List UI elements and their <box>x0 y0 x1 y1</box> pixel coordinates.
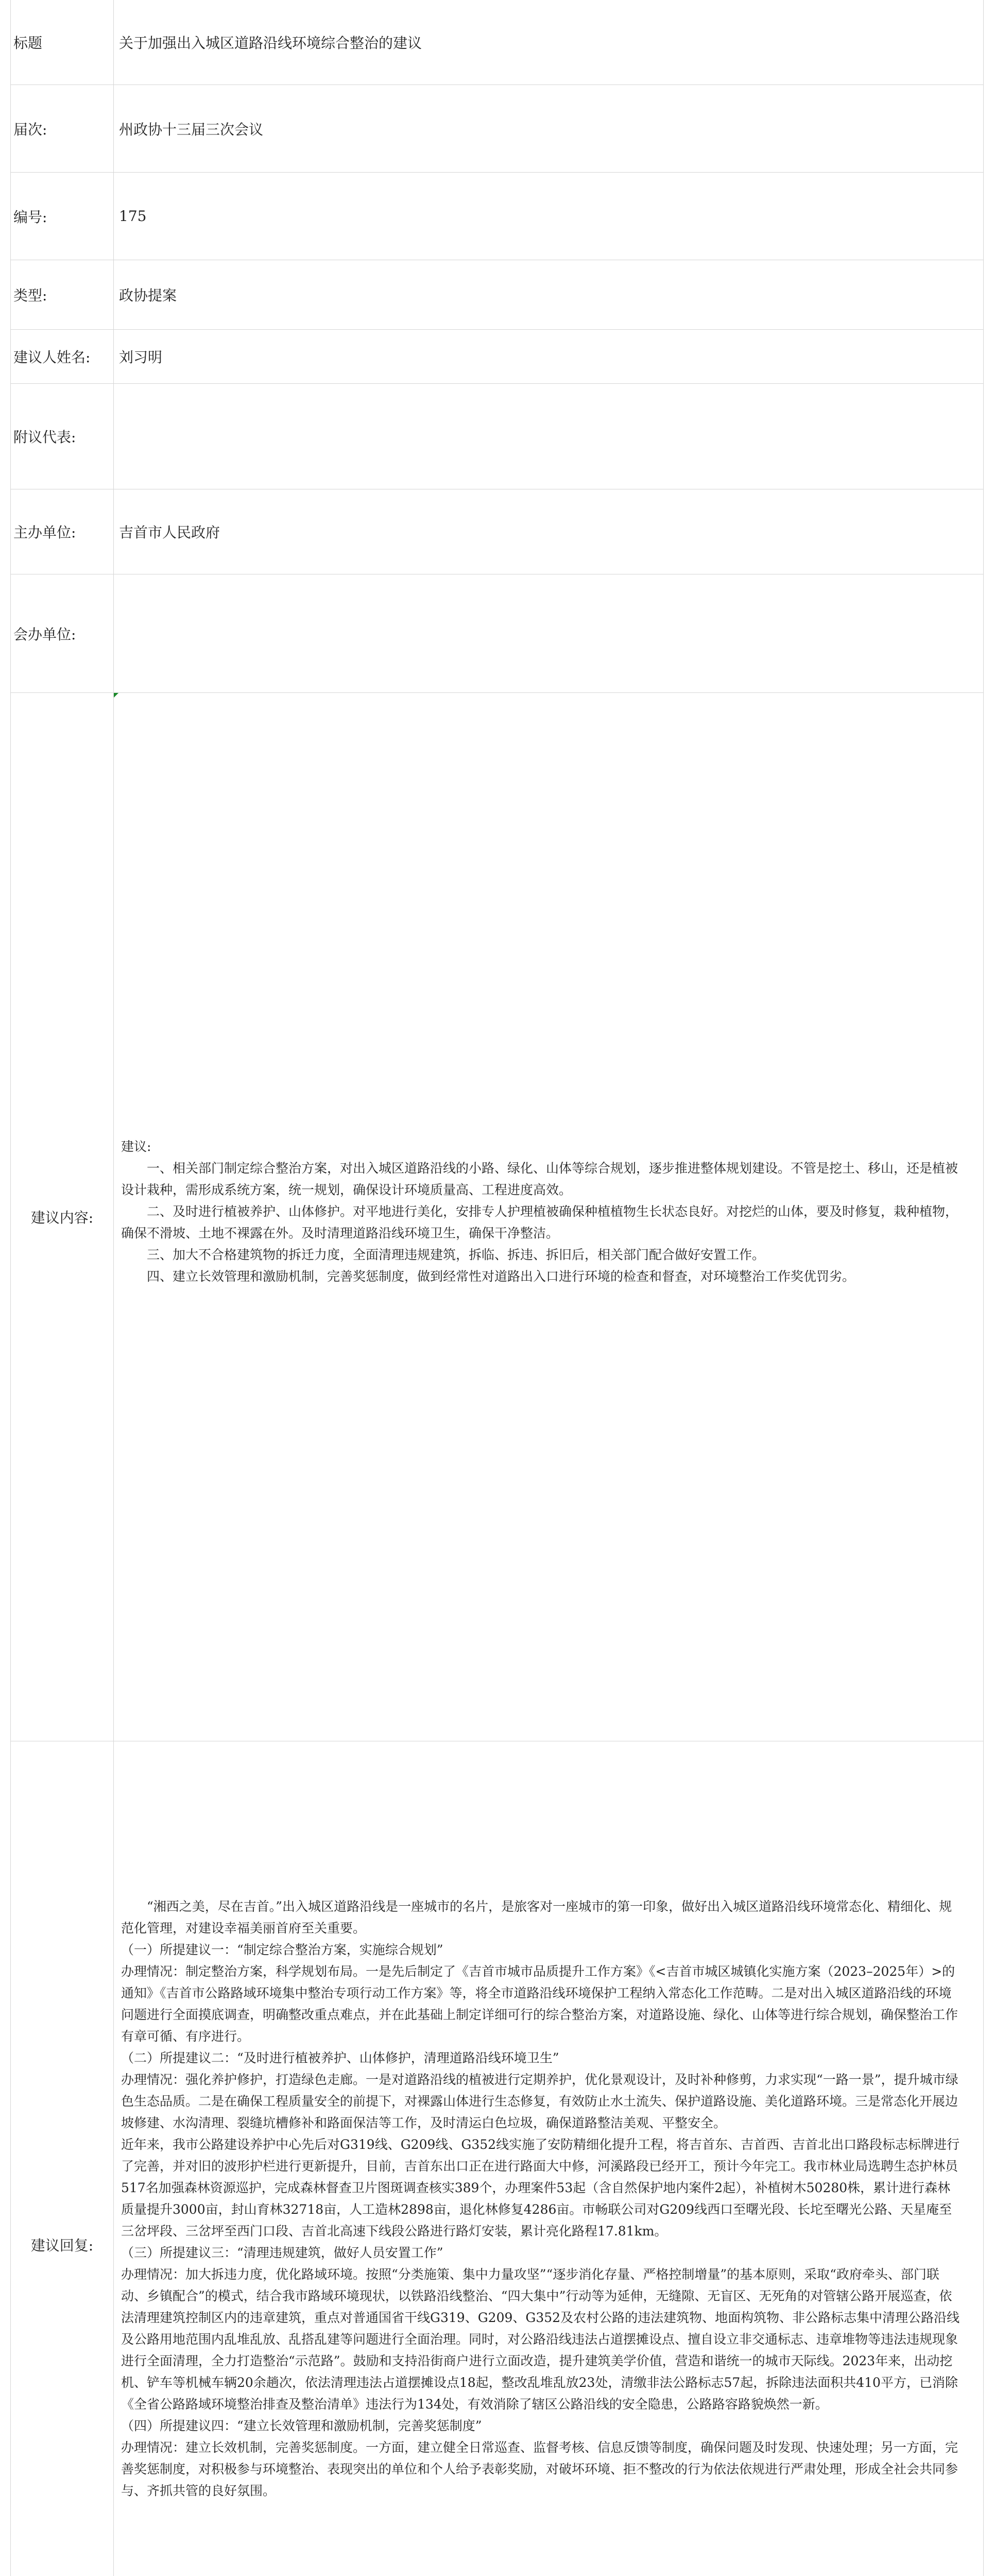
reply-content <box>114 1741 983 2576</box>
attached-value <box>114 384 983 489</box>
number-label: 编号: <box>11 173 114 260</box>
row-attached <box>11 384 983 489</box>
session-value: 州政协十三届三次会议 <box>119 121 264 138</box>
number-value: 175 <box>119 208 147 225</box>
reply-paragraph: 办理情况：加大拆违力度，优化路域环境。按照“分类施策、集中力量攻坚”“逐步消化存量、严格控制增量”的基本原则，采取“政府牵头、部门联动、乡镇配合”的模式，结合我市路域环境现状，以铁路沿线整治、“四大集中”行动等为延伸，无缝隙、无盲区、无死角的对管辖公路开展巡查，依法清理建筑控制区内的违章建筑，重点对普通国省干线G319、G209、G352及农村公路的违法建筑物、地面构筑物、非公路标志集中清理公路沿线及公路用地范围内乱堆乱放、乱搭乱建等问题进行全面治理。同时，对公路沿线违法占道摆摊设点、擅自设立非交通标志、违章堆物等违法违规现象进行全面清理，全力打造整治“示范路”。鼓励和支持沿街商户进行立面改造，提升建筑美学价值，营造和谐统一的城市天际线。2023年来，出动挖机、铲车等机械车辆20余趟次，依法清理违法占道摆摊设点18起，整改乱堆乱放23处，清缴非法公路标志57起，拆除违法面积共410平方，已消除《全省公路路域环境整治排查及整治清单》违法行为134处，有效消除了辖区公路沿线的安全隐患，公路路容路貌焕然一新。 <box>121 2267 960 2412</box>
co-unit-label: 会办单位: <box>11 574 114 692</box>
reply-paragraph: 办理情况：强化养护修护，打造绿色走廊。一是对道路沿线的植被进行定期养护，优化景观设计，及时补种修剪，力求实现“一路一景”，提升城市绿色生态品质。二是在确保工程质量安全的前提下，对裸露山体进行生态修复，有效防止水土流失、保护道路设施、美化道路环境。三是常态化开展边坡修建、水沟清理、裂缝坑槽修补和路面保洁等工作，及时清运白色垃圾，确保道路整洁美观、平整安全。 <box>121 2072 958 2130</box>
row-reply <box>11 1741 983 2576</box>
proposal-paragraph: 二、及时进行植被养护、山体修护。对平地进行美化，安排专人护理植被确保种植植物生长状态良好。对挖烂的山体，要及时修复，栽种植物，确保不滑坡、土地不裸露在外。及时清理道路沿线环境卫生，确保干净整洁。 <box>121 1204 958 1241</box>
row-type <box>11 260 983 330</box>
cell-marker-icon <box>114 693 118 698</box>
proposal-paragraph: 四、建立长效管理和激励机制，完善奖惩制度，做到经常性对道路出入口进行环境的检查和督查，对环境整治工作奖优罚劣。 <box>147 1269 855 1284</box>
reply-text <box>121 1896 963 2502</box>
proposal-heading: 建议: <box>121 1139 151 1154</box>
reply-label: 建议回复: <box>11 1741 114 2576</box>
type-label: 类型: <box>11 260 114 329</box>
row-proposer <box>11 330 983 384</box>
attached-label: 附议代表: <box>11 384 114 489</box>
row-co-unit <box>11 574 983 693</box>
reply-paragraph: “湘西之美，尽在吉首。”出入城区道路沿线是一座城市的名片，是旅客对一座城市的第一印象，做好出入城区道路沿线环境常态化、精细化、规范化管理，对建设幸福美丽首府至关重要。 <box>121 1899 952 1936</box>
session-label: 届次: <box>11 85 114 172</box>
row-title <box>11 0 983 85</box>
reply-paragraph: 办理情况：建立长效机制，完善奖惩制度。一方面，建立健全日常巡查、监督考核、信息反馈等制度，确保问题及时发现、快速处理；另一方面，完善奖惩制度，对积极参与环境整治、表现突出的单位和个人给予表彰奖励，对破坏环境、拒不整改的行为依法依规进行严肃处理，形成全社会共同参与、齐抓共管的良好氛围。 <box>121 2440 958 2498</box>
reply-paragraph: （二）所提建议二：“及时进行植被养护、山体修护，清理道路沿线环境卫生” <box>121 2050 559 2065</box>
lead-unit-label: 主办单位: <box>11 489 114 574</box>
row-session <box>11 85 983 173</box>
proposal-record-sheet <box>10 0 984 2576</box>
proposal-label: 建议内容: <box>11 693 114 1741</box>
row-lead-unit <box>11 489 983 574</box>
proposal-paragraph: 三、加大不合格建筑物的拆迁力度，全面清理违规建筑，拆临、拆违、拆旧后，相关部门配合做好安置工作。 <box>147 1247 765 1262</box>
reply-paragraph: （四）所提建议四：“建立长效管理和激励机制，完善奖惩制度” <box>121 2418 482 2433</box>
title-value: 关于加强出入城区道路沿线环境综合整治的建议 <box>119 35 422 52</box>
reply-paragraph: （一）所提建议一：“制定综合整治方案，实施综合规划” <box>121 1942 443 1957</box>
proposal-paragraph: 一、相关部门制定综合整治方案，对出入城区道路沿线的小路、绿化、山体等综合规划，逐步推进整体规划建设。不管是挖土、移山，还是植被设计栽种，需形成系统方案，统一规划，确保设计环境质量高、工程进度高效。 <box>121 1161 958 1197</box>
lead-unit-value: 吉首市人民政府 <box>119 524 220 541</box>
row-number <box>11 173 983 260</box>
reply-paragraph: 办理情况：制定整治方案，科学规划布局。一是先后制定了《吉首市城市品质提升工作方案》《<吉首市城区城镇化实施方案（2023–2025年）>的通知》《吉首市公路路域环境集中整治专项行动工作方案》等，将全市道路沿线环境保护工程纳入常态化工作范畴。二是对出入城区道路沿线的环境问题进行全面摸底调查，明确整改重点难点，并在此基础上制定详细可行的综合整治方案，对道路设施、绿化、山体等进行综合规划，确保整治工作有章可循、有序进行。 <box>121 1964 958 2044</box>
reply-paragraph: 近年来，我市公路建设养护中心先后对G319线、G209线、G352线实施了安防精细化提升工程，将吉首东、吉首西、吉首北出口路段标志标牌进行了完善，并对旧的波形护栏进行更新提升，目前，吉首东出口正在进行路面大中修，河溪路段已经开工，预计今年完工。我市林业局选聘生态护林员517名加强森林资源巡护，完成森林督查卫片图斑调查核实389个，办理案件53起（含自然保护地内案件2起），补植树木50280株，累计进行森林质量提升3000亩，封山育林32718亩，人工造林2898亩，退化林修复4286亩。市畅联公司对G209线西口至曙光段、长坨至曙光公路、天星庵至三岔坪段、三岔坪至西门口段、吉首北高速下线段公路进行路灯安装，累计亮化路程17.81km。 <box>121 2137 960 2239</box>
proposal-text <box>121 1136 963 1287</box>
title-label: 标题 <box>11 0 114 84</box>
reply-paragraph: （三）所提建议三：“清理违规建筑，做好人员安置工作” <box>121 2245 443 2260</box>
proposer-value: 刘习明 <box>119 349 163 366</box>
type-value: 政协提案 <box>119 287 177 304</box>
row-proposal <box>11 693 983 1741</box>
proposer-label: 建议人姓名: <box>11 330 114 383</box>
proposal-content <box>114 693 983 1741</box>
co-unit-value <box>114 574 983 692</box>
